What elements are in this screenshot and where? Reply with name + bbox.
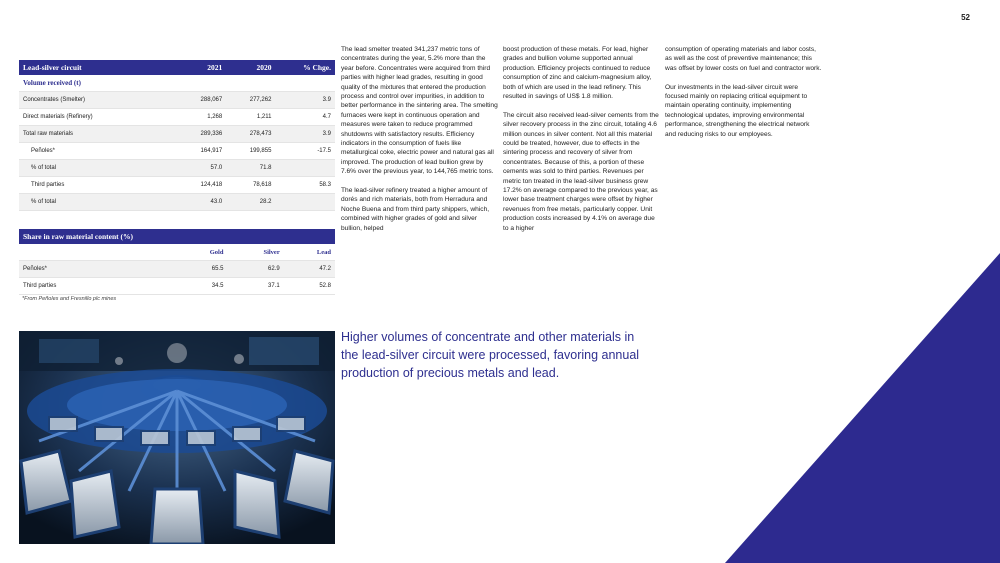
row-label: % of total bbox=[19, 194, 177, 211]
cell-2021: 43.0 bbox=[177, 194, 226, 211]
cell-2020: 28.2 bbox=[226, 194, 275, 211]
cell-lead: 47.2 bbox=[284, 261, 335, 278]
cell-2020: 78,618 bbox=[226, 177, 275, 194]
paragraph: The lead-silver refinery treated a higher amount of dorés and rich materials, both from Herradura and Noche Buena and from third party shippers, which, combined with higher grades of gold and silver bullion, helped bbox=[341, 187, 490, 232]
column-header-2020: 2020 bbox=[226, 60, 275, 75]
row-label: Peñoles* bbox=[19, 143, 177, 160]
cell-2021: 164,917 bbox=[177, 143, 226, 160]
row-label: Concentrates (Smelter) bbox=[19, 92, 177, 109]
cell-change: -17.5 bbox=[275, 143, 335, 160]
row-label: Third parties bbox=[19, 278, 177, 295]
paragraph: boost production of these metals. For lead, higher grades and bullion volume supported annual production. Efficiency projects continued to reduce consumption of zinc and calcium-magnesium alloy, both of which are used in the lead refinery. This resulted in savings of US$ 1.8 million. bbox=[503, 46, 652, 101]
cell-2021: 57.0 bbox=[177, 160, 226, 177]
paragraph: The circuit also received lead-silver cements from the silver recovery process in the zinc circuit, totaling 4.6 million ounces in silver content. Not all this material could be treated, however, due to effects in the sintering process and recovery of silver from concentrates. Because of this, a portion of these cements was sold to third parties. Revenues per metric ton treated in the lead-silver business grew 17.2% on average compared to the previous year, as lower base treatment charges were offset by higher revenues from free metals, particularly copper. Unit production costs increased by 4.1% on average due to a higher bbox=[503, 111, 659, 232]
cell-gold: 34.5 bbox=[177, 278, 227, 295]
row-label: Direct materials (Refinery) bbox=[19, 109, 177, 126]
pull-quote: Higher volumes of concentrate and other materials in the lead-silver circuit were processed, favoring annual production of precious metals and lead. bbox=[341, 330, 640, 380]
table-title: Share in raw material content (%) bbox=[19, 229, 335, 244]
column-header-2021: 2021 bbox=[177, 60, 226, 75]
column-header-gold: Gold bbox=[177, 244, 227, 261]
cell-silver: 37.1 bbox=[227, 278, 283, 295]
page-number: 52 bbox=[961, 13, 970, 22]
paragraph: The lead smelter treated 341,237 metric tons of concentrates during the year, 5.2% more than the year before. Concentrates were acquired from third parties with higher lead grades, resulting in good quality of the mixtures that entered the production process and control over impurities, in addition to better performance in the sintering area. The smelting furnaces were kept in continuous operation and measures were taken to reduce programmed shutdowns with satisfactory results. Efficiency indicators in the consumption of fuels like metallurgical coke, electric power and natural gas all improved. The production of lead bullion grew by 7.6% over the previous year, to 144,765 metric tons. bbox=[341, 46, 498, 176]
column-header-lead: Lead bbox=[284, 244, 335, 261]
cell-2020: 199,855 bbox=[226, 143, 275, 160]
cell-2020: 71.8 bbox=[226, 160, 275, 177]
cell-2020: 277,262 bbox=[226, 92, 275, 109]
row-label: Peñoles* bbox=[19, 261, 177, 278]
cell-2021: 289,336 bbox=[177, 126, 226, 143]
row-label: Total raw materials bbox=[19, 126, 177, 143]
cell-2020: 1,211 bbox=[226, 109, 275, 126]
row-label: % of total bbox=[19, 160, 177, 177]
cell-2021: 124,418 bbox=[177, 177, 226, 194]
paragraph: Our investments in the lead-silver circuit were focused mainly on replacing critical equipment to maintain operating continuity, implementing technological updates, improving environmental performance, strengthening the electrical network and reducing risks to our employees. bbox=[665, 83, 810, 138]
table-subheading: Volume received (t) bbox=[19, 75, 335, 92]
cell-change: 58.3 bbox=[275, 177, 335, 194]
cell-2021: 1,268 bbox=[177, 109, 226, 126]
table-title: Lead-silver circuit bbox=[19, 60, 177, 75]
cell-gold: 65.5 bbox=[177, 261, 227, 278]
column-header-change: % Chge. bbox=[275, 60, 335, 75]
cell-silver: 62.9 bbox=[227, 261, 283, 278]
cell-change: 4.7 bbox=[275, 109, 335, 126]
cell-lead: 52.8 bbox=[284, 278, 335, 295]
row-label: Third parties bbox=[19, 177, 177, 194]
cell-2021: 288,067 bbox=[177, 92, 226, 109]
table-footnote: *From Peñoles and Fresnillo plc mines bbox=[22, 296, 117, 302]
column-header-silver: Silver bbox=[227, 244, 283, 261]
paragraph: consumption of operating materials and labor costs, as well as the cost of preventive maintenance; this was offset by lower costs on fuel and contractor work. bbox=[665, 46, 822, 72]
cell-change: 3.9 bbox=[275, 92, 335, 109]
cell-change: 3.9 bbox=[275, 126, 335, 143]
cell-2020: 278,473 bbox=[226, 126, 275, 143]
